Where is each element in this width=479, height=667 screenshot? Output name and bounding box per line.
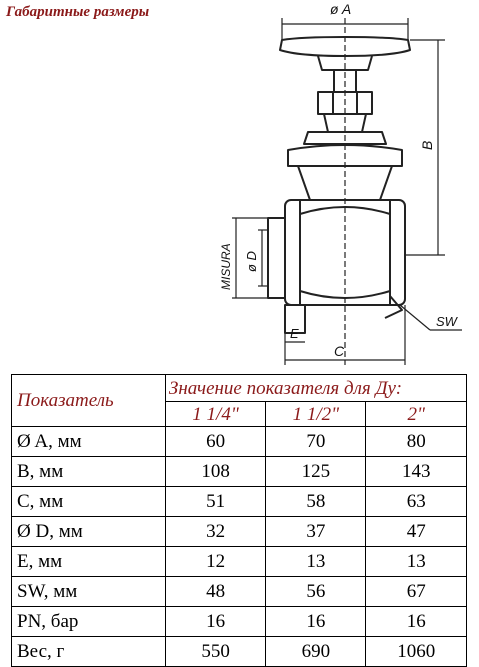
table-row <box>12 637 467 667</box>
row-value: 37 <box>266 517 366 547</box>
row-value: 16 <box>165 607 265 637</box>
row-value: 1060 <box>366 637 467 667</box>
row-value: 56 <box>266 577 366 607</box>
header-values: Значение показателя для Ду: <box>165 375 466 402</box>
row-value: 47 <box>366 517 467 547</box>
table-row <box>12 577 467 607</box>
row-value: 125 <box>266 457 366 487</box>
row-value: 690 <box>266 637 366 667</box>
size-col-1: 1 1/4" <box>165 402 265 427</box>
table-row <box>12 547 467 577</box>
table-row <box>12 457 467 487</box>
size-col-3: 2" <box>366 402 467 427</box>
dim-e-label: E <box>290 326 299 341</box>
row-value: 32 <box>165 517 265 547</box>
dim-d-label: ø D <box>244 251 259 272</box>
dim-a-label: ø A <box>330 1 352 17</box>
dim-b-label: B <box>419 140 435 150</box>
row-value: 60 <box>165 427 265 457</box>
dim-misura-label: MISURA <box>219 243 233 290</box>
dimensions-table <box>11 374 467 667</box>
table-row <box>12 487 467 517</box>
row-value: 12 <box>165 547 265 577</box>
table-row <box>12 607 467 637</box>
row-value: 13 <box>366 547 467 577</box>
row-value: 16 <box>366 607 467 637</box>
dim-sw-label: SW <box>436 314 457 329</box>
table-row <box>12 427 467 457</box>
row-label: SW, мм <box>12 577 166 607</box>
table-row <box>12 517 467 547</box>
row-value: 108 <box>165 457 265 487</box>
row-label: Вес, г <box>12 637 166 667</box>
page-title: Габаритные размеры <box>6 4 150 20</box>
row-value: 80 <box>366 427 467 457</box>
row-value: 70 <box>266 427 366 457</box>
row-value: 550 <box>165 637 265 667</box>
row-value: 143 <box>366 457 467 487</box>
valve-dimension-drawing <box>190 0 479 372</box>
row-label: Ø A, мм <box>12 427 166 457</box>
row-value: 58 <box>266 487 366 517</box>
dim-c-label: C <box>334 343 345 359</box>
row-value: 67 <box>366 577 467 607</box>
row-label: E, мм <box>12 547 166 577</box>
header-param: Показатель <box>12 375 166 427</box>
row-label: PN, бар <box>12 607 166 637</box>
table-header-row <box>12 375 467 402</box>
row-value: 48 <box>165 577 265 607</box>
row-value: 16 <box>266 607 366 637</box>
row-value: 13 <box>266 547 366 577</box>
row-value: 63 <box>366 487 467 517</box>
row-label: C, мм <box>12 487 166 517</box>
size-col-2: 1 1/2" <box>266 402 366 427</box>
row-value: 51 <box>165 487 265 517</box>
row-label: Ø D, мм <box>12 517 166 547</box>
row-label: B, мм <box>12 457 166 487</box>
